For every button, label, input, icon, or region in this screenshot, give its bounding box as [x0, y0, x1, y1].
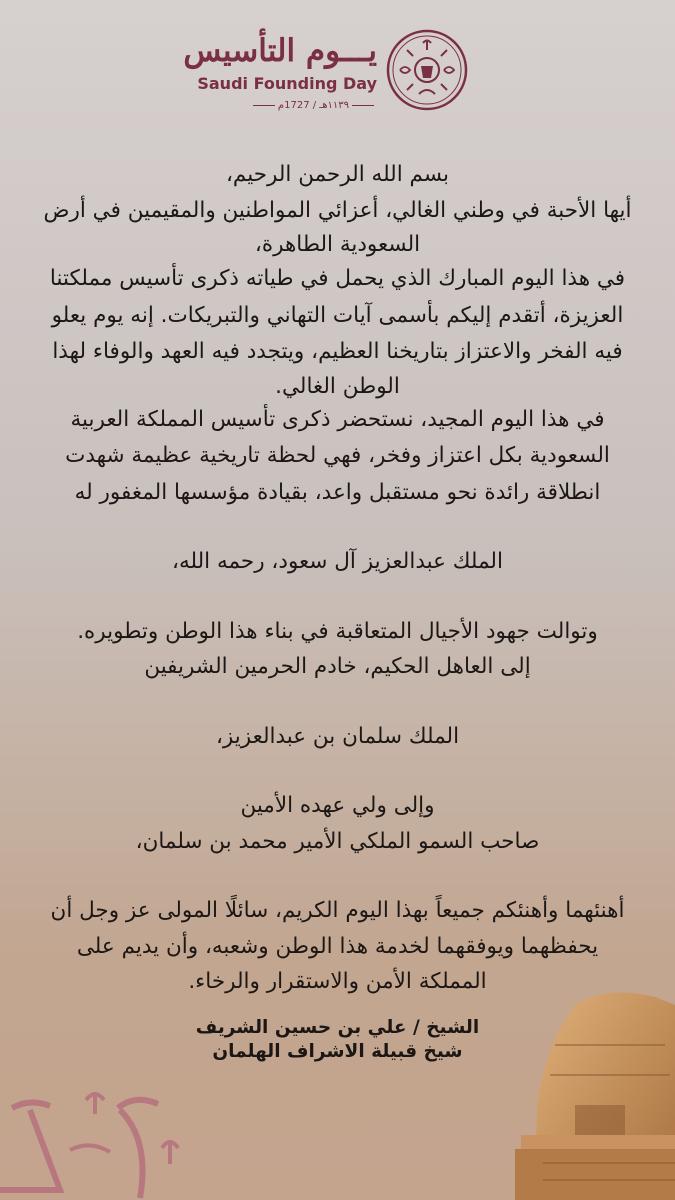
letter-line: صاحب السمو الملكي الأمير محمد بن سلمان،: [135, 829, 540, 854]
logo-english-title: Saudi Founding Day: [197, 74, 377, 93]
letter-line: السعودية الطاهرة،: [254, 232, 421, 257]
letter-line: الوطن الغالي.: [275, 374, 400, 399]
signature-name: الشيخ / علي بن حسين الشريف: [195, 1017, 480, 1038]
letter-line: المملكة الأمن والاستقرار والرخاء.: [188, 969, 487, 994]
letter-line: أيها الأحبة في وطني الغالي، أعزائي المواطنين والمقيمين في أرض: [43, 198, 632, 223]
logo-years: [250, 100, 377, 111]
letter-line: انطلاقة رائدة نحو مستقبل واعد، بقيادة مؤسسها المغفور له: [74, 480, 601, 505]
letter-line: في هذا اليوم المجيد، نستحضر ذكرى تأسيس المملكة العربية: [70, 407, 605, 432]
letter-line: السعودية بكل اعتزاز وفخر، فهي لحظة تاريخية عظيمة شهدت: [65, 443, 610, 468]
letter-line: الملك سلمان بن عبدالعزيز،: [215, 724, 460, 749]
heritage-building-decoration-icon: [515, 985, 675, 1200]
saudi-founding-day-logo: [183, 28, 475, 118]
letter-line: العزيزة، أتقدم إليكم بأسمى آيات التهاني والتبريكات. إنه يوم يعلو: [51, 303, 624, 328]
coffee-cups-decoration-icon: [0, 1080, 200, 1200]
letter-line: الملك عبدالعزيز آل سعود، رحمه الله،: [172, 549, 503, 574]
letter-line: يحفظهما ويوفقهما لخدمة هذا الوطن وشعبه، وأن يديم على: [76, 934, 599, 959]
letter-line: في هذا اليوم المبارك الذي يحمل في طياته ذكرى تأسيس مملكتنا: [49, 266, 626, 291]
logo-arabic-title: يـــوم التأسيس: [183, 33, 377, 69]
letter-line: إلى العاهل الحكيم، خادم الحرمين الشريفين: [144, 654, 531, 679]
founding-day-emblem-icon: [385, 28, 469, 112]
letter-line: فيه الفخر والاعتزاز بتاريخنا العظيم، ويتجدد فيه العهد والوفاء لهذا: [52, 339, 623, 364]
signature-title: شيخ قبيلة الاشراف الهلمان: [212, 1041, 463, 1062]
letter-line: أهنئهما وأهنئكم جميعاً بهذا اليوم الكريم، سائلًا المولى عز وجل أن: [50, 898, 625, 923]
letter-line: وتوالت جهود الأجيال المتعاقبة في بناء هذا الوطن وتطويره.: [77, 619, 598, 644]
logo-years-text: ١١٣٩هـ / 1727م: [277, 100, 349, 111]
letter-line: وإلى ولي عهده الأمين: [240, 793, 435, 818]
letter-line: بسم الله الرحمن الرحيم،: [225, 162, 450, 187]
